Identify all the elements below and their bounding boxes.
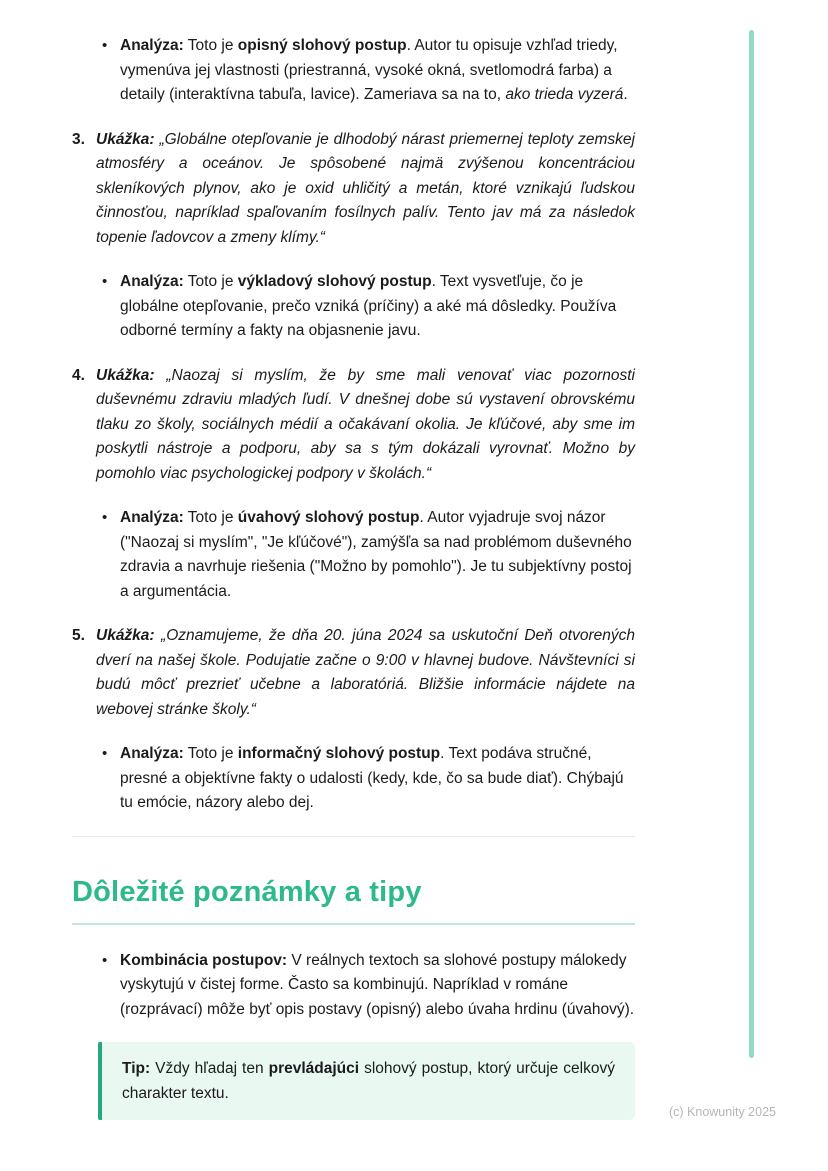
analysis-bullet-item-4 — [72, 506, 635, 604]
analysis-text-5: Analýza: Toto je informačný slohový postup. Text podáva stručné, presné a objektívne fakty o udalosti (kedy, kde, čo sa bude diať). Chýbajú tu emócie, názory alebo dej. — [120, 745, 624, 811]
example-quote-5: Ukážka: „Oznamujeme, že dňa 20. júna 2024 sa uskutoční Deň otvorených dverí na našej škole. Podujatie začne o 9:00 v hlavnej budove. Návštevníci si budú môcť prezrieť učebne a laboratóriá. Bližšie informácie nájdete na webovej stránke školy.“ — [96, 627, 636, 718]
example-item-4 — [72, 364, 635, 487]
list-number-5: 5. — [72, 627, 85, 644]
section-divider — [72, 836, 635, 837]
analysis-bullet-item-3 — [72, 270, 635, 344]
analysis-text-2: Analýza: Toto je opisný slohový postup. Autor tu opisuje vzhľad triedy, vymenúva jej vlastnosti (priestranná, vysoké okná, svetlomodrá farba) a detaily (interaktívna tabuľa, lavice). Zameriava sa na to, ako trieda vyzerá. — [120, 37, 628, 103]
bullet-marker: • — [102, 273, 108, 290]
watermark: (c) Knowunity 2025 — [668, 1105, 776, 1119]
tip-box — [98, 1042, 635, 1120]
analysis-bullet-item-5 — [72, 742, 635, 816]
example-item-3 — [72, 128, 635, 251]
combination-text: Kombinácia postupov: V reálnych textoch sa slohové postupy málokedy vyskytujú v čistej forme. Často sa kombinujú. Napríklad v románe (rozprávací) môže byť opis postavy (opisný) alebo úvaha hrdinu (úvahový). — [120, 951, 635, 1018]
section-heading: Dôležité poznámky a tipy — [72, 875, 635, 925]
bullet-marker: • — [102, 745, 108, 762]
analysis-text-4: Analýza: Toto je úvahový slohový postup. Autor vyjadruje svoj názor ("Naozaj si myslím", "Je kľúčové"), zamýšľa sa nad problémom duševného zdravia a navrhuje riešenia ("Možno by pomohlo"). Je tu subjektívny postoj a argumentácia. — [120, 509, 632, 600]
example-quote-4: Ukážka: „Naozaj si myslím, že by sme mali venovať viac pozornosti duševnému zdraviu mladých ľudí. V dnešnej dobe sú vystavení obrovskému tlaku zo školy, sociálnych médií a očakávaní okolia. Je kľúčové, aby sme im poskytli nástroje a podporu, aby sa s tým dokázali vyrovnať. Možno by pomohlo viac psychologickej podpory v školách.“ — [96, 366, 635, 482]
list-number-4: 4. — [72, 366, 85, 384]
list-number-3: 3. — [72, 130, 85, 148]
analysis-text-3: Analýza: Toto je výkladový slohový postup. Text vysvetľuje, čo je globálne otepľovanie, prečo vzniká (príčiny) a aké má dôsledky. Používa odborné termíny a fakty na objasnenie javu. — [120, 273, 617, 339]
bullet-marker: • — [102, 37, 108, 54]
example-item-5 — [72, 624, 635, 722]
bullet-marker: • — [102, 509, 108, 526]
tip-text: Tip: Vždy hľadaj ten prevládajúci slohový postup, ktorý určuje celkový charakter textu. — [122, 1060, 615, 1102]
bullet-marker: • — [102, 951, 108, 969]
document-content — [72, 34, 635, 1120]
example-quote-3: Ukážka: „Globálne otepľovanie je dlhodobý nárast priemernej teploty zemskej atmosféry a oceánov. Je spôsobené najmä zvýšenou koncentráciou skleníkových plynov, ako je oxid uhličitý a metán, ktoré vznikajú ľudskou činnosťou, napríklad spaľovaním fosílnych palív. Tento jav má za následok topenie ľadovcov a zmeny klímy.“ — [96, 130, 635, 246]
combination-bullet-item — [72, 949, 635, 1023]
page-edge-accent-bar — [749, 30, 754, 1058]
analysis-bullet-item-2 — [72, 34, 635, 108]
